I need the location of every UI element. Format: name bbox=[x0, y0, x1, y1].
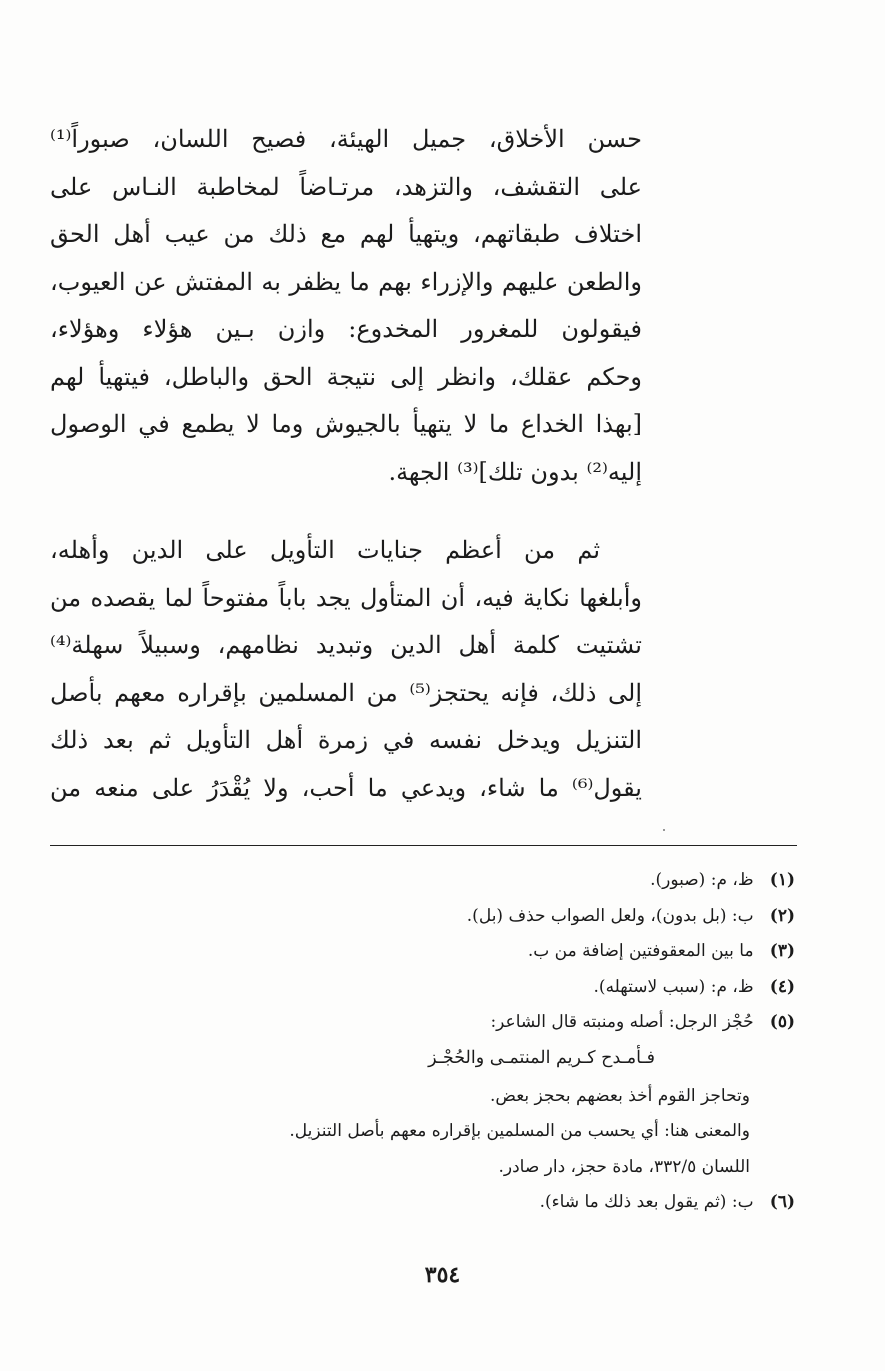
paragraph-2-line: ثم من أعظم جنايات التأويل على الدين وأهله، bbox=[50, 536, 600, 564]
footnote-5-verse: فـأمـدح كـريم المنتمـى والحُجْـز bbox=[428, 1047, 655, 1068]
paragraph-1-line: إليه⁽²⁾ بدون تلك]⁽³⁾ الجهة. bbox=[388, 457, 642, 486]
footnote-4 bbox=[60, 970, 795, 1006]
paragraph-2-line: يقول⁽⁶⁾ ما شاء، ويدعي ما أحب، ولا يُقْدَرُ على منعه من bbox=[50, 773, 642, 802]
footnote-5-continuation: والمعنى هنا: أي يحسب من المسلمين بإقراره معهم بأصل التنزيل. bbox=[289, 1121, 750, 1141]
paragraph-1-line: اختلاف طبقاتهم، ويتهيأ لهم مع ذلك من عيب أهل الحق bbox=[50, 220, 642, 248]
footnote-separator bbox=[50, 845, 797, 846]
paragraph-1-line: وحكم عقلك، وانظر إلى نتيجة الحق والباطل، فيتهيأ لهم bbox=[50, 362, 642, 391]
footnote-number: (٣) bbox=[769, 941, 795, 961]
footnote-text: حُجْز الرجل: أصله ومنبته قال الشاعر: bbox=[490, 1012, 754, 1032]
paragraph-1-line: [بهذا الخداع ما لا يتهيأ بالجيوش وما لا يطمع في الوصول bbox=[50, 410, 642, 438]
footnote-1 bbox=[60, 863, 795, 899]
footnote-2 bbox=[60, 899, 795, 935]
footnote-text: ما بين المعقوفتين إضافة من ب. bbox=[527, 941, 754, 961]
footnote-5 bbox=[60, 1005, 795, 1041]
footnote-5-continuation: اللسان ٣٣٢/٥، مادة حجز، دار صادر. bbox=[498, 1156, 750, 1177]
footnotes bbox=[60, 863, 795, 1221]
footnote-number: (١) bbox=[769, 870, 795, 890]
paragraph-1-line: على التقشف، والتزهد، مرتـاضاً لمخاطبة النـاس على bbox=[50, 172, 642, 201]
paragraph-2-line: تشتيت كلمة أهل الدين وتبديد نظامهم، وسبيلاً سهلة⁽⁴⁾ bbox=[50, 631, 642, 659]
footnote-5-continuation: وتحاجز القوم أخذ بعضهم بحجز بعض. bbox=[489, 1085, 750, 1106]
footnote-text: ظ، م: (سبب لاستهله). bbox=[593, 976, 754, 997]
paragraph-2-line: إلى ذلك، فإنه يحتجز⁽⁵⁾ من المسلمين بإقراره معهم بأصل bbox=[50, 678, 642, 707]
ink-speck bbox=[663, 829, 665, 831]
footnote-number: (٥) bbox=[769, 1012, 795, 1032]
footnote-3 bbox=[60, 934, 795, 970]
paragraph-1 bbox=[50, 116, 642, 496]
paragraph-2-line: وأبلغها نكاية فيه، أن المتأول يجد باباً مفتوحاً لما يقصده من bbox=[50, 583, 642, 612]
paragraph-2-line: التنزيل ويدخل نفسه في زمرة أهل التأويل ثم بعد ذلك bbox=[50, 726, 642, 754]
footnote-text: ب: (بل بدون)، ولعل الصواب حذف (بل). bbox=[466, 905, 754, 926]
paragraph-1-line: حسن الأخلاق، جميل الهيئة، فصيح اللسان، صبوراً⁽¹⁾ bbox=[50, 125, 642, 153]
page-number: ٣٥٤ bbox=[424, 1262, 461, 1288]
paragraph-1-line: فيقولون للمغرور المخدوع: وازن بـين هؤلاء وهؤلاء، bbox=[50, 315, 642, 343]
footnote-text: ب: (ثم يقول بعد ذلك ما شاء). bbox=[539, 1192, 754, 1212]
paragraph-2 bbox=[50, 527, 642, 812]
footnote-6 bbox=[60, 1185, 795, 1221]
footnote-number: (٢) bbox=[769, 905, 795, 926]
footnote-number: (٤) bbox=[769, 976, 795, 997]
footnote-number: (٦) bbox=[769, 1192, 795, 1212]
footnote-text: ظ، م: (صبور). bbox=[650, 870, 754, 890]
paragraph-1-line: والطعن عليهم والإزراء بهم ما يظفر به المفتش عن العيوب، bbox=[50, 267, 642, 296]
